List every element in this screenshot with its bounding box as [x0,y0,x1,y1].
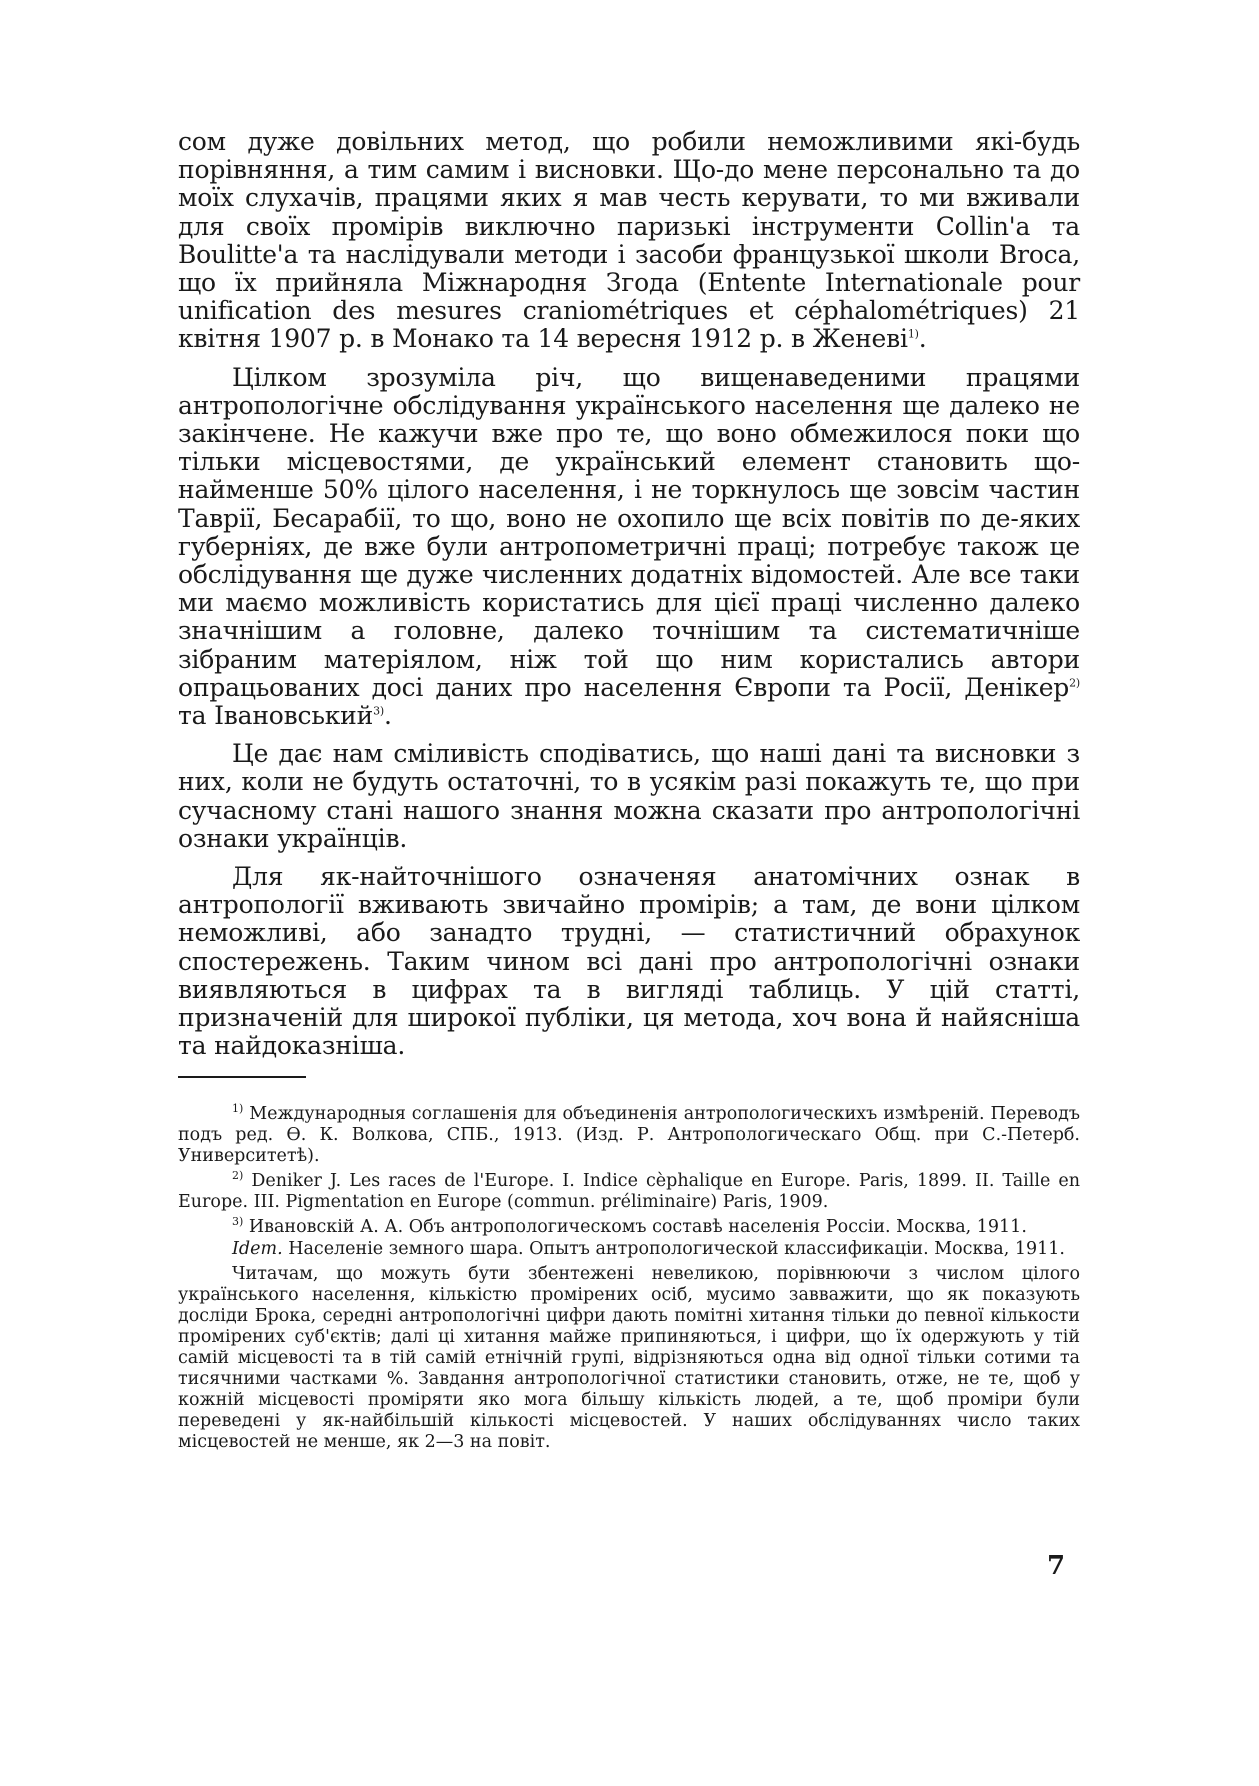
footnote-text: Населеніе земного шара. Опытъ антропологической классификаціи. Москва, 1911. [282,1238,1065,1259]
paragraph-text-continued: та Івановський [178,701,374,731]
footnote-separator [178,1076,306,1078]
footnote-text: Ивановскій А. А. Объ антропологическомъ составѣ населенія Россіи. Москва, 1911. [243,1216,1027,1237]
footnote-3-idem [178,1239,1080,1260]
footnote-note: Читачам, що можуть бути збентежені невеликою, порівнюючи з числом цілого українського населення, кількістю промірених осіб, мусимо завважити, що як показують досліди Брока, середні антропологічні цифри дають помітні хитання тільки до певної кількости промірених суб'єктів; далі ці хитання майже припиняються, і цифри, що їх одержують у тій самій місцевості та в тій самій етнічній групі, відрізняються одна від одної тільки сотими та тисячними частками %. Завдання антропологічної статистики становить, отже, не те, щоб у кожній місцевості проміряти яко мога більшу кількість людей, а те, щоб проміри були переведені у як-найбільшій кількості місцевостей. У наших обслідуваннях число таких місцевостей не менше, як 2—3 на повіт. [178,1263,1080,1452]
paragraph-3: Це дає нам сміливість сподіватись, що наші дані та висновки з них, коли не будуть остаточні, то в усякім разі покажуть те, що при сучасному стані нашого знання можна сказати про антропологічні ознаки українців. [178,739,1080,853]
paragraph-4: Для як-найточнішого означеняя анатомічних ознак в антропології вживають звичайно промірів; а там, де вони цілком неможливі, або занадто трудні, — статистичний обрахунок спостережень. Таким чином всі дані про антропологічні ознаки виявляються в цифрах та в вигляді таблиць. У цій статті, призначеній для широкої публіки, ця метода, хоч вона й найясніша та найдоказніша. [178,862,1080,1061]
footnote-ref: 3) [373,704,384,718]
footnotes [178,1101,1080,1453]
paragraph-tail: . [918,324,927,354]
paragraph-tail: . [383,701,392,731]
paragraph-text: сом дуже довільних метод, що робили неможливими які-будь порівняння, а тим самим і висновки. Що-до мене персонально та до моїх слухачів, працями яких я мав честь керувати, то ми вживали для своїх промірів виключно паризькі інструменти Collin'а та Boulitte'а та наслідували методи і засоби французької школи Broca, що їх прийняла Міжнародня Згода (Entente Internationale pour unification des mesures craniométriques et céphalométriques) 21 квітня 1907 р. в Монако та 14 вересня 1912 р. в Женеві [178,127,1080,354]
footnote-ref: 1) [907,328,919,342]
footnote-mark: 1) [232,1101,244,1115]
footnote-idem: Idem. [232,1238,283,1259]
page-number: 7 [1047,1551,1066,1581]
paragraph-1 [178,128,1080,354]
paragraph-2 [178,364,1080,731]
footnote-text: Международныя соглашенія для объединенія антропологическихъ измѣреній. Переводъ подъ ред. Ѳ. К. Волкова, СПБ., 1913. (Изд. Р. Антропологическаго Общ. при С.-Петерб. Университетѣ). [178,1103,1080,1166]
footnote-text: Deniker J. Les races de l'Europe. I. Indice cèphalique en Europe. Paris, 1899. II. Taille en Europe. III. Pigmentation en Europe (commun. préliminaire) Paris, 1909. [178,1170,1080,1212]
footnote-2 [178,1168,1080,1213]
page-body [178,128,1080,1453]
paragraph-text: Цілком зрозуміла річ, що вищенаведеними працями антропологічне обслідування українського населення ще далеко не закінчене. Не кажучи вже про те, що воно обмежилося поки що тільки місцевостями, де український елемент становить що-найменше 50% цілого населення, і не торкнулось ще зовсім частин Таврії, Бесарабії, то що, воно не охопило ще всіх повітів по де-яких губерніях, де вже були антропометричні праці; потребує також це обслідування ще дуже численних додатніх відомостей. Але все таки ми маємо можливість користатись для цієї праці численно далеко значнішим а головне, далеко точнішим та систематичніше зібраним матеріялом, ніж той що ним користались автори опрацьованих досі даних про населення Європи та Росії, Денікер [178,362,1080,702]
footnote-ref: 2) [1069,676,1080,690]
footnote-1 [178,1101,1080,1167]
footnote-3 [178,1214,1080,1238]
footnote-mark: 3) [232,1214,244,1228]
footnote-mark: 2) [232,1168,244,1182]
